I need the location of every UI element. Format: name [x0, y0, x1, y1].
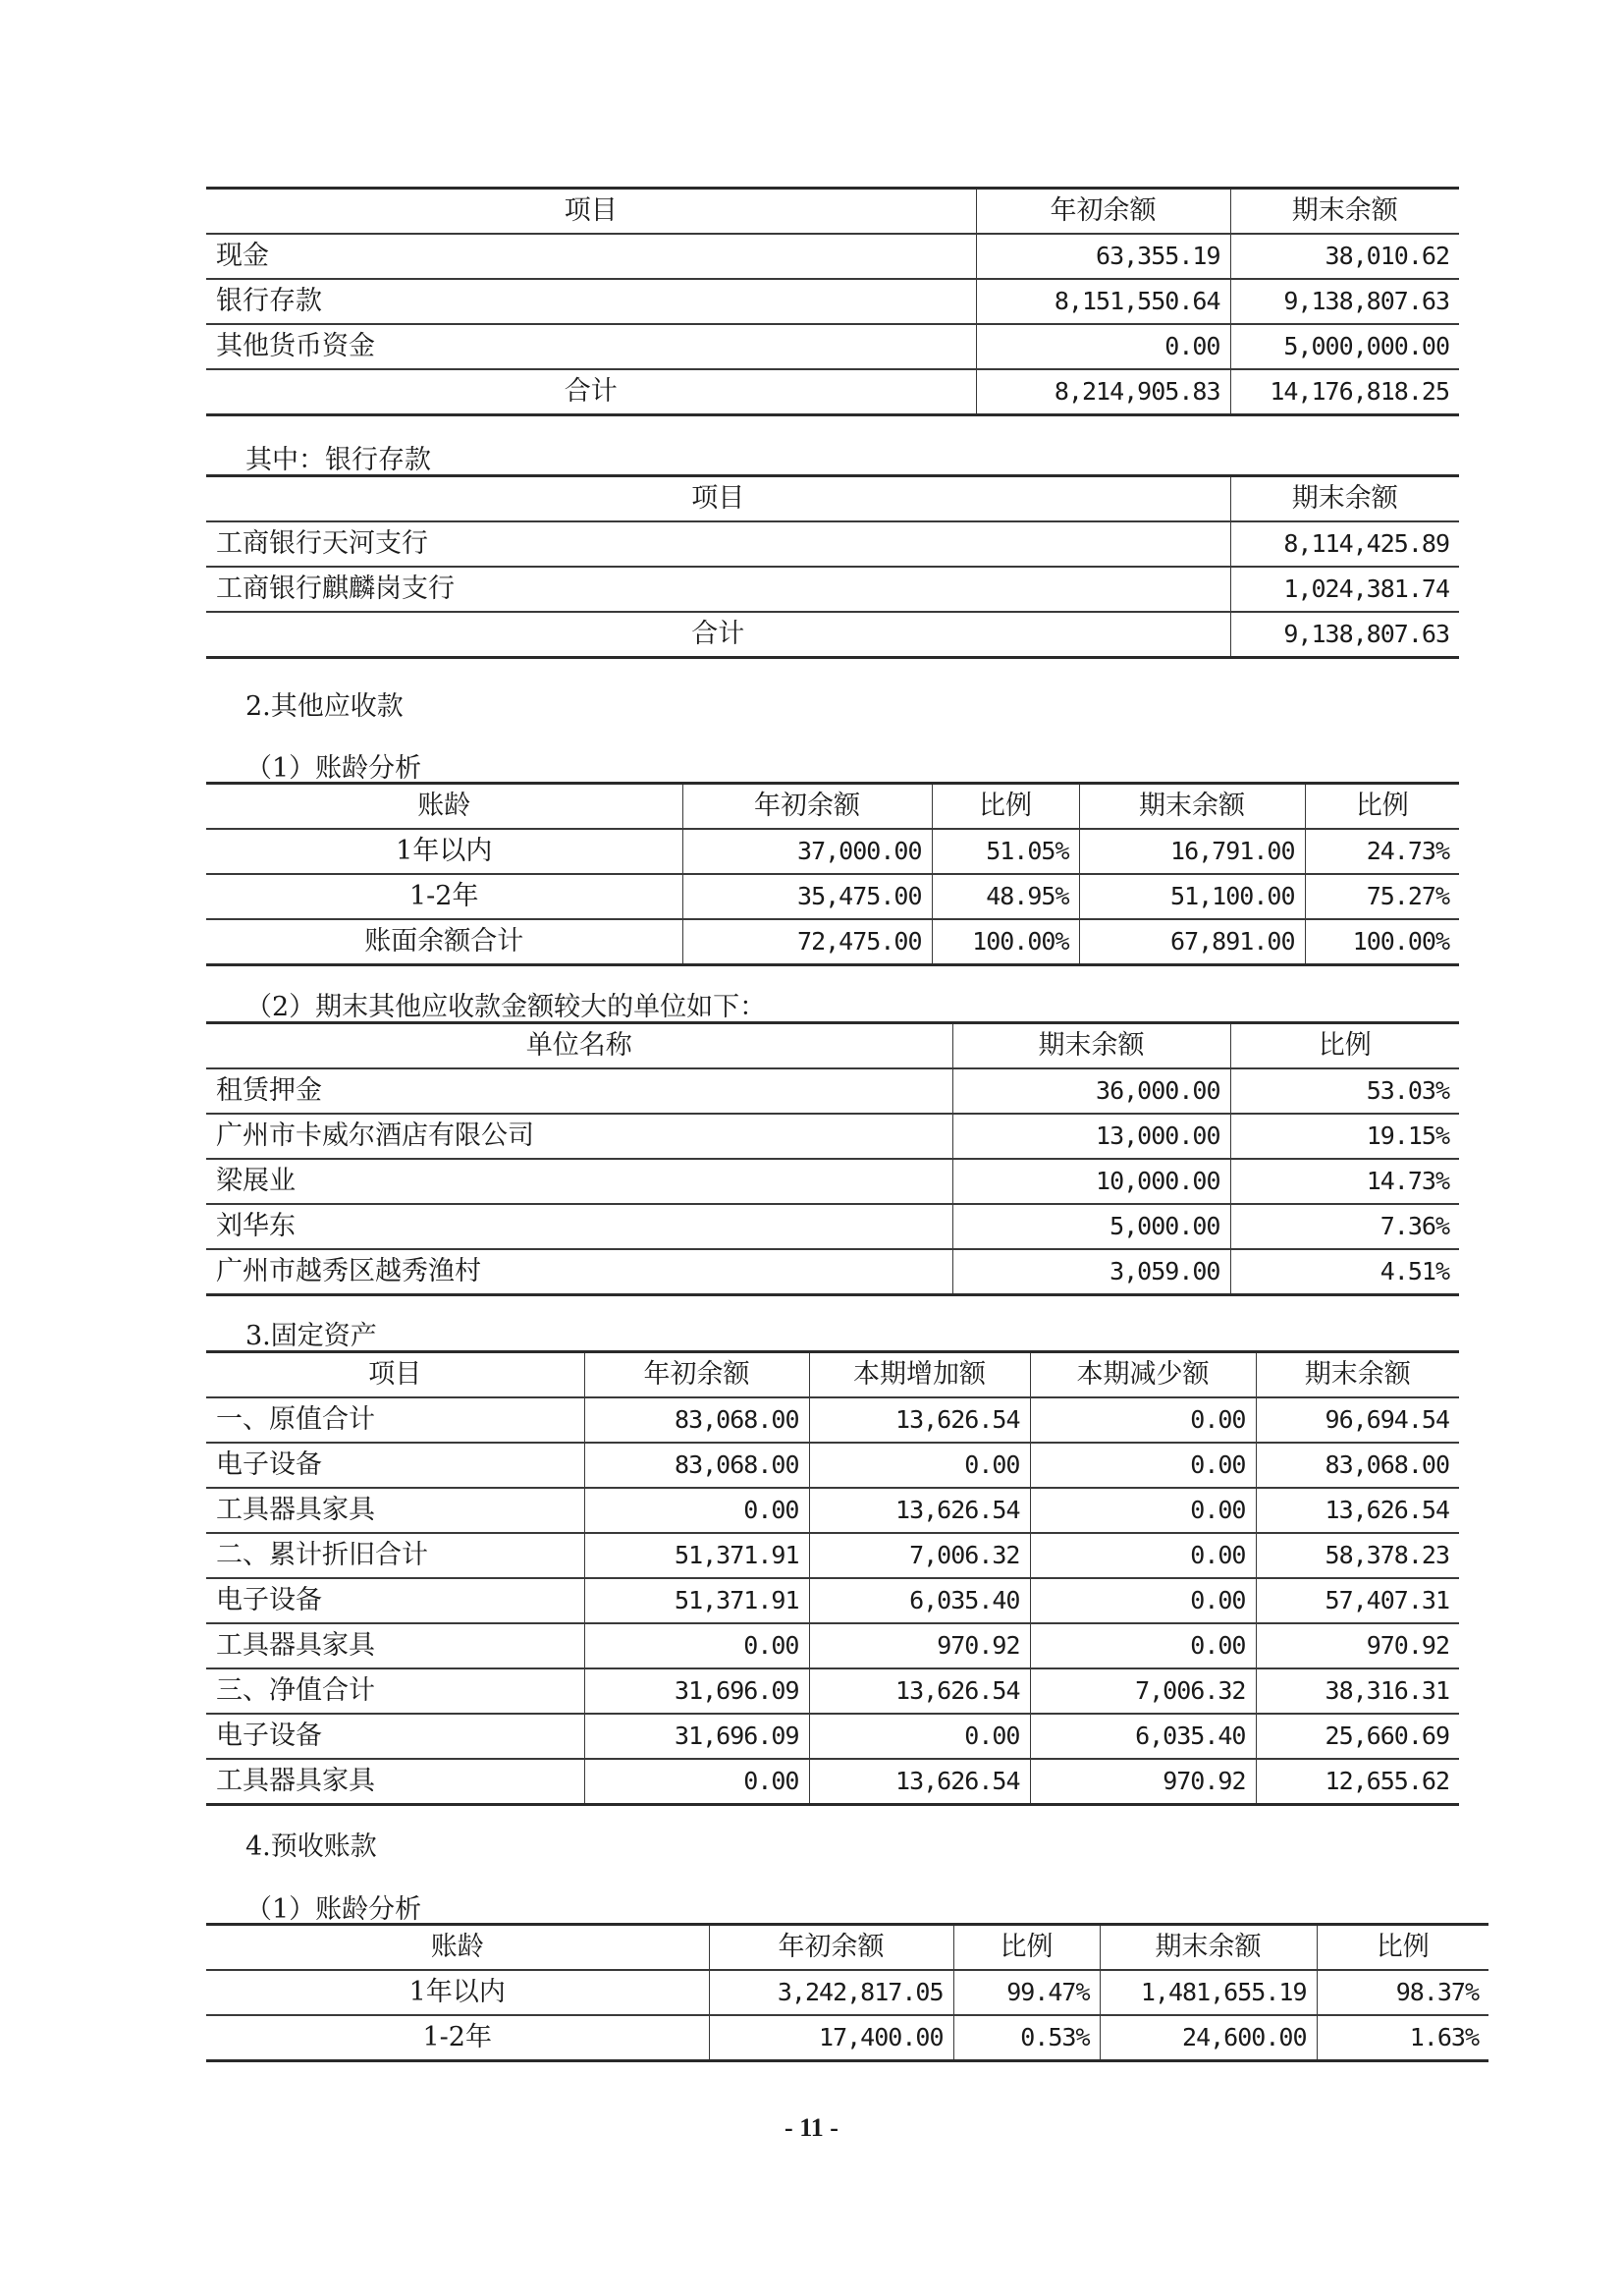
cell-sub: 970.92 [1030, 1759, 1256, 1805]
table-row [206, 1397, 1459, 1443]
cell-item: 工具器具家具 [206, 1623, 584, 1668]
cell-sub: 0.00 [1030, 1443, 1256, 1488]
header-end-ratio: 比例 [1305, 784, 1459, 830]
cell-end: 3,059.00 [952, 1249, 1230, 1295]
cell-add: 13,626.54 [809, 1488, 1030, 1533]
cell-begin-pct: 99.47% [953, 1970, 1100, 2015]
cell-begin: 0.00 [584, 1488, 809, 1533]
cell-begin: 0.00 [976, 324, 1230, 369]
cell-pct: 7.36% [1230, 1204, 1459, 1249]
table-header-row [206, 1352, 1459, 1398]
cell-item: 工具器具家具 [206, 1488, 584, 1533]
cell-add: 970.92 [809, 1623, 1030, 1668]
cell-unit-name: 刘华东 [206, 1204, 952, 1249]
cell-sub: 0.00 [1030, 1533, 1256, 1578]
cell-end: 36,000.00 [952, 1068, 1230, 1114]
cell-unit-name: 广州市越秀区越秀渔村 [206, 1249, 952, 1295]
cell-end-pct: 100.00% [1305, 919, 1459, 965]
cell-age: 1-2年 [206, 2015, 709, 2061]
header-unit-name: 单位名称 [525, 1030, 632, 1061]
cell-end: 58,378.23 [1256, 1533, 1459, 1578]
header-end-balance: 期末余额 [1079, 784, 1305, 830]
cell-item: 电子设备 [206, 1714, 584, 1759]
cell-item: 二、累计折旧合计 [206, 1533, 584, 1578]
cell-pct: 19.15% [1230, 1114, 1459, 1159]
header-ratio: 比例 [1230, 1023, 1459, 1069]
cell-begin-pct: 100.00% [932, 919, 1079, 965]
major-receivables-table [206, 1021, 1459, 1296]
cell-add: 0.00 [809, 1714, 1030, 1759]
cell-add: 13,626.54 [809, 1397, 1030, 1443]
header-end-balance: 期末余额 [1230, 189, 1459, 235]
cell-item: 工商银行天河支行 [206, 521, 1230, 567]
other-receivables-heading: 2.其他应收款 [245, 691, 404, 722]
cell-add: 13,626.54 [809, 1759, 1030, 1805]
cell-begin: 0.00 [584, 1759, 809, 1805]
cell-begin: 63,355.19 [976, 234, 1230, 279]
table-row [206, 1114, 1459, 1159]
cell-begin: 72,475.00 [682, 919, 932, 965]
cell-end: 83,068.00 [1256, 1443, 1459, 1488]
table-row [206, 279, 1459, 324]
table-row [206, 1533, 1459, 1578]
bank-deposits-table [206, 474, 1459, 659]
cell-begin: 31,696.09 [584, 1714, 809, 1759]
table-header-row [206, 1023, 1459, 1069]
table-row [206, 1714, 1459, 1759]
cell-end: 25,660.69 [1256, 1714, 1459, 1759]
cell-sub: 0.00 [1030, 1623, 1256, 1668]
cell-begin: 37,000.00 [682, 829, 932, 874]
header-increase: 本期增加额 [809, 1352, 1030, 1398]
other-receivables-aging-table [206, 782, 1459, 966]
table-header-row [206, 784, 1459, 830]
cell-end: 67,891.00 [1079, 919, 1305, 965]
table-row [206, 521, 1459, 567]
cell-item: 三、净值合计 [206, 1668, 584, 1714]
fixed-assets-table [206, 1350, 1459, 1806]
cell-begin-pct: 48.95% [932, 874, 1079, 919]
table-row [206, 1068, 1459, 1114]
table-row [206, 2015, 1488, 2061]
cell-age: 1年以内 [206, 1970, 709, 2015]
header-begin-ratio: 比例 [953, 1925, 1100, 1971]
header-end-balance: 期末余额 [1256, 1352, 1459, 1398]
cell-end: 57,407.31 [1256, 1578, 1459, 1623]
cell-item: 现金 [206, 234, 976, 279]
header-begin-ratio: 比例 [932, 784, 1079, 830]
cell-end: 24,600.00 [1100, 2015, 1317, 2061]
other-receivables-aging-heading: （1）账龄分析 [245, 753, 422, 784]
cell-unit-name: 广州市卡威尔酒店有限公司 [206, 1114, 952, 1159]
table-row [206, 1443, 1459, 1488]
cell-pct: 4.51% [1230, 1249, 1459, 1295]
cell-end: 13,000.00 [952, 1114, 1230, 1159]
cell-add: 13,626.54 [809, 1668, 1030, 1714]
cell-add: 7,006.32 [809, 1533, 1030, 1578]
cell-age: 1年以内 [206, 829, 682, 874]
cell-add: 6,035.40 [809, 1578, 1030, 1623]
cell-item: 电子设备 [206, 1443, 584, 1488]
cell-end: 5,000,000.00 [1230, 324, 1459, 369]
cell-end-pct: 24.73% [1305, 829, 1459, 874]
table-row [206, 324, 1459, 369]
cell-unit-name: 租赁押金 [206, 1068, 952, 1114]
cell-end: 16,791.00 [1079, 829, 1305, 874]
table-row [206, 1159, 1459, 1204]
header-decrease: 本期减少额 [1030, 1352, 1256, 1398]
cell-begin: 83,068.00 [584, 1443, 809, 1488]
cell-item: 其他货币资金 [206, 324, 976, 369]
advance-receipts-aging-table [206, 1923, 1488, 2062]
cell-sub: 0.00 [1030, 1488, 1256, 1533]
cell-end: 13,626.54 [1256, 1488, 1459, 1533]
cell-item: 工具器具家具 [206, 1759, 584, 1805]
cell-age: 账面余额合计 [206, 919, 682, 965]
cell-end-pct: 98.37% [1317, 1970, 1488, 2015]
header-item: 项目 [564, 195, 618, 226]
cell-end: 5,000.00 [952, 1204, 1230, 1249]
table-row [206, 829, 1459, 874]
table-row [206, 567, 1459, 612]
cell-begin: 17,400.00 [709, 2015, 953, 2061]
cell-begin: 8,151,550.64 [976, 279, 1230, 324]
cell-end: 8,114,425.89 [1230, 521, 1459, 567]
cell-pct: 53.03% [1230, 1068, 1459, 1114]
cell-begin: 31,696.09 [584, 1668, 809, 1714]
table-row [206, 874, 1459, 919]
cell-end: 10,000.00 [952, 1159, 1230, 1204]
cell-end: 51,100.00 [1079, 874, 1305, 919]
cell-begin-pct: 51.05% [932, 829, 1079, 874]
cell-total-end: 14,176,818.25 [1230, 369, 1459, 415]
cell-end: 96,694.54 [1256, 1397, 1459, 1443]
cell-end-pct: 75.27% [1305, 874, 1459, 919]
table-header-row [206, 189, 1459, 235]
cell-age: 1-2年 [206, 874, 682, 919]
cell-end: 12,655.62 [1256, 1759, 1459, 1805]
header-item: 项目 [368, 1359, 422, 1390]
cell-begin: 3,242,817.05 [709, 1970, 953, 2015]
header-begin-balance: 年初余额 [682, 784, 932, 830]
table-row [206, 1578, 1459, 1623]
table-total-row [206, 919, 1459, 965]
cell-total-begin: 8,214,905.83 [976, 369, 1230, 415]
header-begin-balance: 年初余额 [976, 189, 1230, 235]
table-row [206, 1488, 1459, 1533]
header-begin-balance: 年初余额 [584, 1352, 809, 1398]
fixed-assets-heading: 3.固定资产 [245, 1321, 377, 1351]
header-begin-balance: 年初余额 [709, 1925, 953, 1971]
table-row [206, 1970, 1488, 2015]
cell-add: 0.00 [809, 1443, 1030, 1488]
table-total-row [206, 369, 1459, 415]
cell-total-label: 合计 [206, 612, 1230, 658]
cell-item: 银行存款 [206, 279, 976, 324]
cell-total-label: 合计 [206, 369, 976, 415]
cell-pct: 14.73% [1230, 1159, 1459, 1204]
cash-table [206, 187, 1459, 416]
cell-item: 一、原值合计 [206, 1397, 584, 1443]
cell-sub: 0.00 [1030, 1397, 1256, 1443]
table-header-row [206, 1925, 1488, 1971]
cell-sub: 7,006.32 [1030, 1668, 1256, 1714]
header-end-balance: 期末余额 [1100, 1925, 1317, 1971]
cell-unit-name: 梁展业 [206, 1159, 952, 1204]
bank-deposits-heading: 其中：银行存款 [245, 445, 431, 475]
cell-end: 1,481,655.19 [1100, 1970, 1317, 2015]
cell-item: 工商银行麒麟岗支行 [206, 567, 1230, 612]
table-row [206, 1249, 1459, 1295]
header-end-balance: 期末余额 [1230, 476, 1459, 522]
cell-total-end: 9,138,807.63 [1230, 612, 1459, 658]
table-row [206, 234, 1459, 279]
cell-begin: 35,475.00 [682, 874, 932, 919]
header-item: 项目 [691, 483, 745, 514]
cell-item: 电子设备 [206, 1578, 584, 1623]
cell-end: 970.92 [1256, 1623, 1459, 1668]
header-end-ratio: 比例 [1317, 1925, 1488, 1971]
table-header-row [206, 476, 1459, 522]
cell-end: 38,010.62 [1230, 234, 1459, 279]
major-receivables-heading: （2）期末其他应收款金额较大的单位如下： [245, 992, 767, 1022]
table-row [206, 1759, 1459, 1805]
header-end-balance: 期末余额 [952, 1023, 1230, 1069]
table-total-row [206, 612, 1459, 658]
advance-receipts-aging-heading: （1）账龄分析 [245, 1894, 422, 1925]
cell-begin: 0.00 [584, 1623, 809, 1668]
cell-begin: 51,371.91 [584, 1533, 809, 1578]
cell-end: 38,316.31 [1256, 1668, 1459, 1714]
header-age: 账龄 [430, 1932, 484, 1962]
table-row [206, 1204, 1459, 1249]
cell-begin-pct: 0.53% [953, 2015, 1100, 2061]
cell-begin: 83,068.00 [584, 1397, 809, 1443]
cell-end: 1,024,381.74 [1230, 567, 1459, 612]
cell-end: 9,138,807.63 [1230, 279, 1459, 324]
advance-receipts-heading: 4.预收账款 [245, 1831, 377, 1862]
cell-end-pct: 1.63% [1317, 2015, 1488, 2061]
cell-sub: 6,035.40 [1030, 1714, 1256, 1759]
page-number: - 11 - [784, 2113, 839, 2142]
cell-begin: 51,371.91 [584, 1578, 809, 1623]
table-row [206, 1623, 1459, 1668]
cell-sub: 0.00 [1030, 1578, 1256, 1623]
table-row [206, 1668, 1459, 1714]
header-age: 账龄 [417, 791, 471, 821]
